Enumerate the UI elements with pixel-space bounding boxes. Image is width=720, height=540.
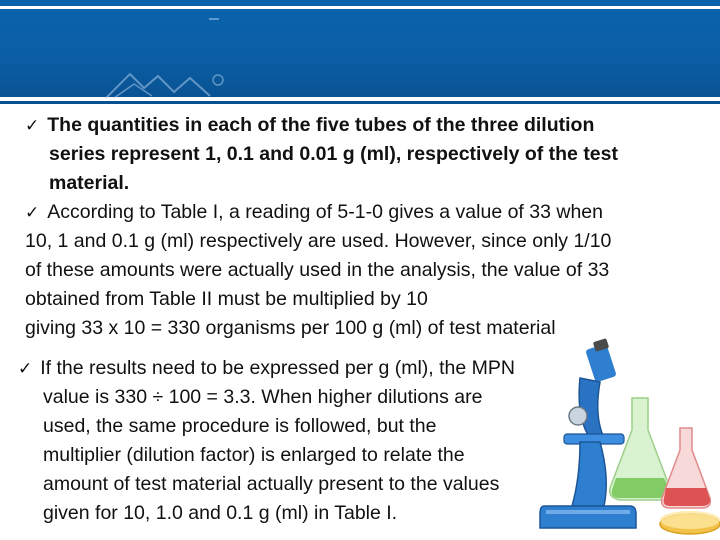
bullet-2-line-5: giving 33 x 10 = 330 organisms per 100 g (ml) of test material <box>25 317 556 339</box>
bullet-2-line-4: obtained from Table II must be multiplied by 10 <box>25 288 428 310</box>
bullet-3-line-6: given for 10, 1.0 and 0.1 g (ml) in Table I. <box>43 502 398 524</box>
bullet-2-line-2: 10, 1 and 0.1 g (ml) respectively are used. However, since only 1/10 <box>25 230 612 252</box>
bullet-3-line-2: value is 330 ÷ 100 = 3.3. When higher dilutions are <box>43 386 483 408</box>
microscope-illustration-icon <box>520 338 720 540</box>
bullet-3-line-4: multiplier (dilution factor) is enlarged to relate the <box>43 444 465 466</box>
bullet-1-line-3: material. <box>49 172 130 194</box>
checkmark-icon: ✓ <box>25 116 40 136</box>
bullet-1-line-2: series represent 1, 0.1 and 0.01 g (ml), respectively of the test <box>49 143 618 165</box>
checkmark-icon: ✓ <box>25 203 40 223</box>
bullet-3-line-3: used, the same procedure is followed, but the <box>43 415 437 437</box>
bullet-2-line-3: of these amounts were actually used in the analysis, the value of 33 <box>25 259 610 281</box>
bullet-1-line-1: ✓ The quantities in each of the five tubes of the three dilution <box>25 114 595 136</box>
bullet-2-line-1: ✓ According to Table I, a reading of 5-1-0 gives a value of 33 when <box>25 201 603 223</box>
bullet-3-line-5: amount of test material actually present to the values <box>43 473 500 495</box>
bullet-3-line-1: ✓ If the results need to be expressed per g (ml), the MPN <box>18 357 515 379</box>
checkmark-icon: ✓ <box>18 359 33 379</box>
